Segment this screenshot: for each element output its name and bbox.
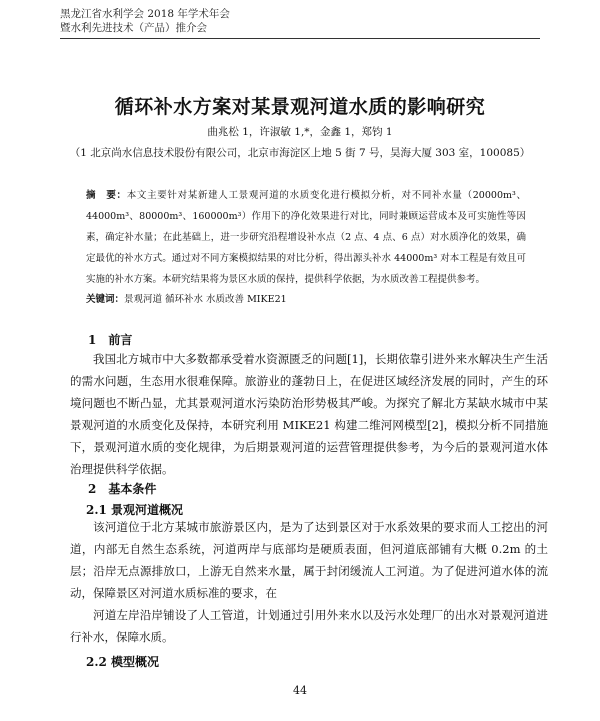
keywords-label: 关键词：: [86, 294, 125, 305]
header-rule: [60, 38, 540, 39]
section-heading-basic-conditions: 2 基本条件: [88, 482, 157, 496]
affiliation: （1 北京尚水信息技术股份有限公司，北京市海淀区上地 5 街 7 号，昊海大厦 303 室，100085）: [69, 147, 531, 159]
author-list: 曲兆松 1，许淑敏 1,*，金鑫 1，郑钧 1: [207, 126, 393, 138]
abstract: [86, 185, 526, 290]
keywords: [86, 291, 287, 305]
paper-title: 循环补水方案对某景观河道水质的影响研究: [114, 96, 486, 118]
paragraph-water-supply: [70, 604, 548, 648]
subsection-heading-river-overview: 2.1 景观河道概况: [86, 503, 184, 517]
subsection-heading-model-overview: 2.2 模型概况: [86, 655, 160, 669]
page-number: 44: [293, 684, 307, 697]
abstract-text: 本文主要针对某新建人工景观河道的水质变化进行模拟分析，对不同补水量（20000m³、44000m³、80000m³、160000m³）作用下的净化效果进行对比，同时兼顾运营成本及可实施性等因素，确定补水量；在此基础上，进一步研究沿程增设补水点（2 点、4 点、6 点）对水质净化的效果，确定最优的补水方式。通过对不同方案模拟结果的对比分析，得出源头补水 44000m³ 对本工程是有效且可实施的补水方案。本研究结果将为景区水质的保持，提供科学依据，为水质改善工程提供参考。: [86, 190, 526, 285]
paragraph-water-supply-text: 河道左岸沿岸铺设了人工管道，计划通过引用外来水以及污水处理厂的出水对景观河道进行补水，保障水质。: [70, 608, 548, 644]
keywords-text: 景观河道 循环补水 水质改善 MIKE21: [124, 294, 287, 305]
paragraph-introduction: [70, 348, 548, 480]
abstract-label: 摘 要：: [86, 190, 127, 201]
paragraph-river-overview-text: 该河道位于北方某城市旅游景区内，是为了达到景区对于水系效果的要求而人工挖出的河道，内部无自然生态系统，河道两岸与底部均是硬质表面，但河道底部铺有大概 0.2m 的土层；沿岸无点源排放口，上游无自然来水量，属于封闭缓流人工河道。为了促进河道水体的流动，保障景区对河道水质标准的要求，在: [70, 520, 548, 600]
conference-header-line2: 暨水利先进技术（产品）推介会: [60, 22, 207, 34]
paragraph-river-overview: [70, 516, 548, 604]
paragraph-introduction-text: 我国北方城市中大多数都承受着水资源匮乏的问题[1]，长期依靠引进外来水解决生产生活的需水问题，生态用水很难保障。旅游业的蓬勃日上，在促进区域经济发展的同时，产生的环境问题也不断凸显，尤其景观河道水污染防治形势极其严峻。为探究了解北方某缺水城市中某景观河道的水质变化及保持，本研究利用 MIKE21 构建二维河网模型[2]，模拟分析不同措施下，景观河道水质的变化规律，为后期景观河道的运营管理提供参考，为今后的景观河道水体治理提供科学依据。: [70, 352, 548, 476]
conference-header-line1: 黑龙江省水利学会 2018 年学术年会: [60, 8, 230, 20]
section-heading-introduction: 1 前言: [88, 333, 133, 347]
